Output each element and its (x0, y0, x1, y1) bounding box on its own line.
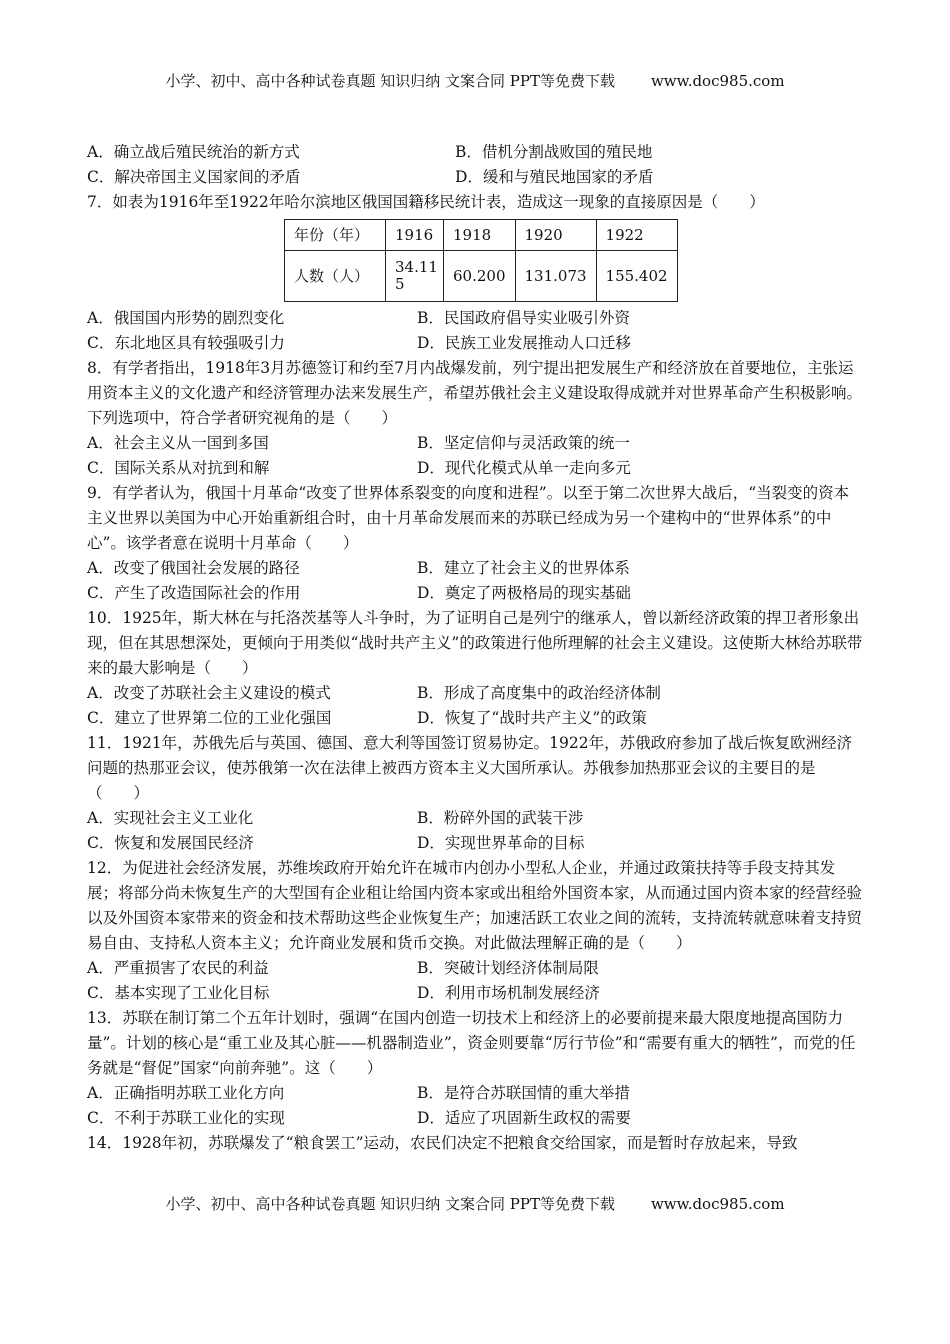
q11-option-d: D．实现世界革命的目标 (417, 834, 585, 852)
q9-stem: 9．有学者认为，俄国十月革命“改变了世界体系裂变的向度和进程”。以至于第二次世界大战后，“当裂变的资本主义世界以美国为中心开始重新组合时，由十月革命发展而来的苏联已经成为另一个建构中的“世界体系”的中心”。该学者意在说明十月革命（ ） (87, 484, 850, 552)
q11-option-a: A．实现社会主义工业化 (87, 809, 254, 827)
table-cell: 1922 (596, 220, 677, 251)
q10-option-a: A．改变了苏联社会主义建设的模式 (87, 684, 331, 702)
q11-option-c: C．恢复和发展国民经济 (87, 834, 254, 852)
q8-stem: 8．有学者指出，1918年3月苏德签订和约至7月内战爆发前，列宁提出把发展生产和经济放在首要地位，主张运用资本主义的文化遗产和经济管理办法来发展生产，希望苏俄社会主义建设取得成就并对世界革命产生积极影响。下列选项中，符合学者研究视角的是（ ） (87, 359, 863, 427)
q6-option-b: B．借机分割战败国的殖民地 (455, 143, 653, 161)
q9-option-d: D．奠定了两极格局的现实基础 (417, 584, 631, 602)
q10-stem: 10．1925年，斯大林在与托洛茨基等人斗争时，为了证明自己是列宁的继承人，曾以新经济政策的捍卫者形象出现，但在其思想深处，更倾向于用类似“战时共产主义”的政策进行他所理解的社会主义建设。这使斯大林给苏联带来的最大影响是（ ） (87, 609, 863, 677)
q12-options (87, 956, 863, 1006)
q13-option-a: A．正确指明苏联工业化方向 (87, 1084, 285, 1102)
q13-option-d: D．适应了巩固新生政权的需要 (417, 1109, 631, 1127)
q6-option-c: C．解决帝国主义国家间的矛盾 (87, 168, 301, 186)
q7-option-b: B．民国政府倡导实业吸引外资 (417, 309, 630, 327)
migration-table (284, 219, 678, 302)
table-cell: 人数（人） (285, 251, 386, 302)
table-cell: 1920 (515, 220, 596, 251)
q7-option-c: C．东北地区具有较强吸引力 (87, 334, 285, 352)
q9-option-b: B．建立了社会主义的世界体系 (417, 559, 630, 577)
q6-option-a: A．确立战后殖民统治的新方式 (87, 143, 300, 161)
q10-options (87, 681, 863, 731)
q7-stem: 7．如表为1916年至1922年哈尔滨地区俄国国籍移民统计表，造成这一现象的直接原因是（ ） (87, 193, 765, 211)
q9-option-c: C．产生了改造国际社会的作用 (87, 584, 301, 602)
q13-option-b: B．是符合苏联国情的重大举措 (417, 1084, 630, 1102)
q6-option-d: D．缓和与殖民地国家的矛盾 (455, 168, 654, 186)
q8-option-c: C．国际关系从对抗到和解 (87, 459, 270, 477)
q14-stem: 14．1928年初，苏联爆发了“粮食罢工”运动，农民们决定不把粮食交给国家，而是暂时存放起来，导致 (87, 1134, 798, 1152)
q6-options (87, 140, 863, 190)
table-cell: 年份（年） (285, 220, 386, 251)
header-text: 小学、初中、高中各种试卷真题 知识归纳 文案合同 PPT等免费下载 (165, 72, 615, 90)
q10-option-d: D．恢复了“战时共产主义”的政策 (417, 709, 647, 727)
question-content (87, 140, 863, 1156)
q9-option-a: A．改变了俄国社会发展的路径 (87, 559, 300, 577)
q13-option-c: C．不利于苏联工业化的实现 (87, 1109, 285, 1127)
q12-option-b: B．突破计划经济体制局限 (417, 959, 599, 977)
table-cell: 60.200 (444, 251, 516, 302)
q13-options (87, 1081, 863, 1131)
q8-option-b: B．坚定信仰与灵活政策的统一 (417, 434, 630, 452)
q8-options (87, 431, 863, 481)
footer-site: www.doc985.com (650, 1195, 785, 1213)
page-footer (0, 1193, 950, 1214)
table-row (285, 220, 678, 251)
q11-option-b: B．粉碎外国的武装干涉 (417, 809, 584, 827)
q7-option-d: D．民族工业发展推动人口迁移 (417, 334, 631, 352)
table-row (285, 251, 678, 302)
table-cell: 131.073 (515, 251, 596, 302)
page-header (0, 70, 950, 91)
q11-options (87, 806, 863, 856)
q12-option-d: D．利用市场机制发展经济 (417, 984, 600, 1002)
q13-stem: 13．苏联在制订第二个五年计划时，强调“在国内创造一切技术上和经济上的必要前提来最大限度地提高国防力量”。计划的核心是“重工业及其心脏——机器制造业”，资金则要靠“厉行节俭”和“需要有重大的牺牲”，而党的任务就是“督促”国家“向前奔驰”。这（ ） (87, 1009, 856, 1077)
q7-option-a: A．俄国国内形势的剧烈变化 (87, 309, 285, 327)
q11-stem: 11．1921年，苏俄先后与英国、德国、意大利等国签订贸易协定。1922年，苏俄政府参加了战后恢复欧洲经济问题的热那亚会议，使苏俄第一次在法律上被西方资本主义大国所承认。苏俄参加热那亚会议的主要目的是（ ） (87, 734, 853, 802)
footer-text: 小学、初中、高中各种试卷真题 知识归纳 文案合同 PPT等免费下载 (165, 1195, 615, 1213)
table-cell: 34.115 (386, 251, 444, 302)
q8-option-d: D．现代化模式从单一走向多元 (417, 459, 631, 477)
q10-option-b: B．形成了高度集中的政治经济体制 (417, 684, 661, 702)
table-cell: 1918 (444, 220, 516, 251)
q8-option-a: A．社会主义从一国到多国 (87, 434, 269, 452)
q7-options (87, 306, 863, 356)
q12-stem: 12．为促进社会经济发展，苏维埃政府开始允许在城市内创办小型私人企业，并通过政策扶持等手段支持其发展；将部分尚未恢复生产的大型国有企业租让给国内资本家或出租给外国资本家，从而通过国内资本家的经营经验以及外国资本家带来的资金和技术帮助这些企业恢复生产；加速活跃工农业之间的流转，支持流转就意味着支持贸易自由、支持私人资本主义；允许商业发展和货币交换。对此做法理解正确的是（ ） (87, 859, 863, 952)
q12-option-a: A．严重损害了农民的利益 (87, 959, 269, 977)
table-cell: 155.402 (596, 251, 677, 302)
q10-option-c: C．建立了世界第二位的工业化强国 (87, 709, 332, 727)
table-cell: 1916 (386, 220, 444, 251)
q12-option-c: C．基本实现了工业化目标 (87, 984, 270, 1002)
header-site: www.doc985.com (650, 72, 785, 90)
q9-options (87, 556, 863, 606)
